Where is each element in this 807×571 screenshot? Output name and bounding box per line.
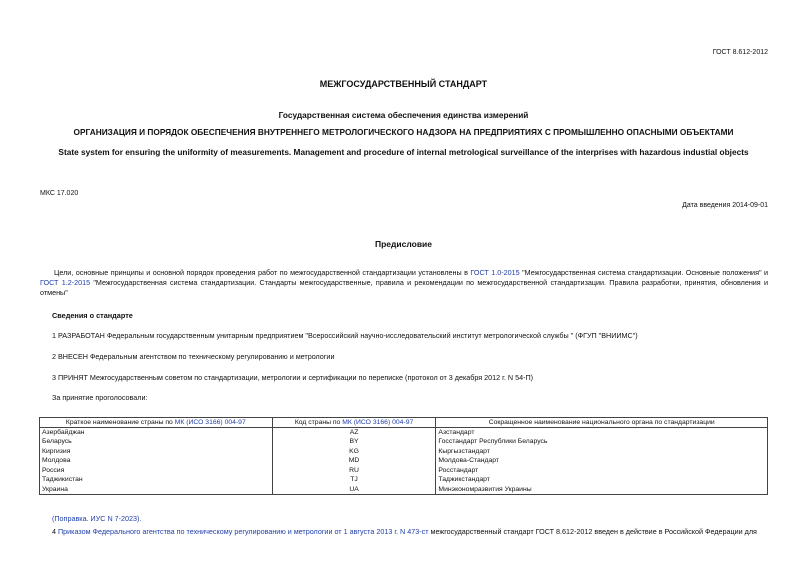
- mk-iso-link[interactable]: МК (ИСО 3166) 004-97: [342, 419, 414, 426]
- code-cell: TJ: [272, 475, 436, 485]
- mks-code: МКС 17.020: [40, 190, 79, 197]
- country-cell: Украина: [40, 485, 273, 495]
- info-heading: Сведения о стандарте: [52, 311, 133, 320]
- code-cell: MD: [272, 456, 436, 466]
- code-cell: AZ: [272, 428, 436, 438]
- foreword-text-start: Цели, основные принципы и основной порядок проведения работ по межгосударственной стандартизации установлены в: [54, 268, 471, 277]
- header-body: Сокращенное наименование национального органа по стандартизации: [436, 418, 768, 428]
- intro-date: Дата введения 2014-09-01: [682, 202, 768, 209]
- table-row: [40, 437, 768, 447]
- info-item-introduced: 2 ВНЕСЕН Федеральным агентством по техническому регулированию и метрологии: [52, 352, 335, 361]
- code-cell: RU: [272, 466, 436, 476]
- header-country: Краткое наименование страны по МК (ИСО 3166) 004-97: [40, 418, 273, 428]
- country-cell: Таджикистан: [40, 475, 273, 485]
- system-name: Государственная система обеспечения единства измерений: [278, 110, 529, 120]
- foreword-text-mid: "Межгосударственная система стандартизации. Основные положения" и: [519, 268, 768, 277]
- gost-1-0-link[interactable]: ГОСТ 1.0-2015: [470, 268, 520, 277]
- title-en: State system for ensuring the uniformity of measurements. Management and procedure of internal metrological surveillance of the interprises with hazardous industial objects: [58, 147, 749, 157]
- country-cell: Беларусь: [40, 437, 273, 447]
- foreword-text-end: "Межгосударственная система стандартизации. Стандарты межгосударственные, правила и рекомендации по межгосударственной стандартизации. Правила разработки, принятия, обновления и отмены": [40, 278, 769, 298]
- country-cell: Молдова: [40, 456, 273, 466]
- voted-label: За принятие проголосовали:: [52, 393, 148, 402]
- title-ru: ОРГАНИЗАЦИЯ И ПОРЯДОК ОБЕСПЕЧЕНИЯ ВНУТРЕННЕГО МЕТРОЛОГИЧЕСКОГО НАДЗОРА НА ПРЕДПРИЯТИЯХ С ПРОМЫШЛЕННО ОПАСНЫМИ ОБЪЕКТАМИ: [73, 127, 734, 137]
- body-cell: Минэкономразвития Украины: [436, 485, 768, 495]
- amendment-link[interactable]: (Поправка. ИУС N 7-2023).: [52, 514, 142, 523]
- mk-iso-link[interactable]: МК (ИСО 3166) 004-97: [174, 419, 246, 426]
- gost-1-2-link[interactable]: ГОСТ 1.2-2015: [40, 278, 91, 288]
- info-item-adopted: 3 ПРИНЯТ Межгосударственным советом по стандартизации, метрологии и сертификации по переписке (протокол от 3 декабря 2012 г. N 54-П): [52, 373, 534, 382]
- standard-type: МЕЖГОСУДАРСТВЕННЫЙ СТАНДАРТ: [319, 79, 488, 89]
- table-header-row: [40, 418, 768, 428]
- foreword-paragraph: [40, 268, 768, 299]
- body-cell: Молдова-Стандарт: [436, 456, 768, 466]
- table-row: [40, 485, 768, 495]
- doc-code: ГОСТ 8.612-2012: [712, 49, 768, 56]
- voting-table: [39, 417, 768, 495]
- order-link[interactable]: Приказом Федерального агентства по техническому регулированию и метрологии от 1 августа 2013 г. N 473-ст: [58, 527, 429, 536]
- table-row: [40, 466, 768, 476]
- table-row: [40, 428, 768, 438]
- body-cell: Таджикстандарт: [436, 475, 768, 485]
- country-cell: Россия: [40, 466, 273, 476]
- code-cell: BY: [272, 437, 436, 447]
- foreword-heading: Предисловие: [374, 239, 433, 249]
- code-cell: KG: [272, 447, 436, 457]
- table-row: [40, 456, 768, 466]
- code-cell: UA: [272, 485, 436, 495]
- header-code: Код страны по МК (ИСО 3166) 004-97: [272, 418, 436, 428]
- country-cell: Азербайджан: [40, 428, 273, 438]
- table-row: [40, 475, 768, 485]
- body-cell: Росстандарт: [436, 466, 768, 476]
- country-cell: Киргизия: [40, 447, 273, 457]
- info-item-enacted: 4 Приказом Федерального агентства по техническому регулированию и метрологии от 1 августа 2013 г. N 473-ст межгосударственный стандарт ГОСТ 8.612-2012 введен в действие в Российской Федерации для: [52, 527, 757, 536]
- info-item-developed: 1 РАЗРАБОТАН Федеральным государственным унитарным предприятием "Всероссийский научно-исследовательский институт метрологической службы " (ФГУП "ВНИИМС"): [52, 331, 638, 340]
- table-row: [40, 447, 768, 457]
- body-cell: Кыргызстандарт: [436, 447, 768, 457]
- body-cell: Азстандарт: [436, 428, 768, 438]
- body-cell: Госстандарт Республики Беларусь: [436, 437, 768, 447]
